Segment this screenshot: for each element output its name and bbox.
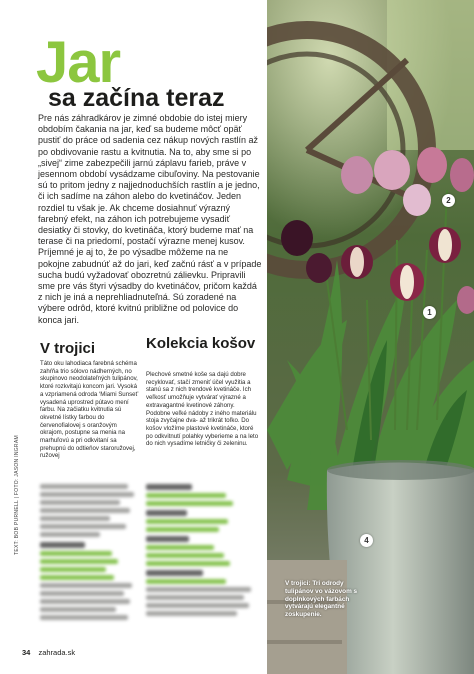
photo-caption: V trojici: Tri odrody tulipánov vo vázovom s doplnkových farbách vytvárajú elegantné zoskupenie. xyxy=(285,580,358,619)
blurred-plant-list-right xyxy=(146,484,260,619)
photo-illustration xyxy=(267,0,474,674)
blurred-plant-list-left xyxy=(40,484,140,623)
section-body-v-trojici: Táto oku lahodiaca farebná schéma zahŕňa trio sólovo nádherných, no skupinovo neodolateľných tulipánov, ktoré rozkvitajú koncom jari. Vysoká a vzpriamená odroda ‘Miami Sunset’ vysadená uprostred pútavo mení farbu. Na začiatku kvitnutia sú okvetné lístky farbou do červenofialovej s oranžovým okrajom, postupne sa menia na marhuľovú a pri odkvitaní sa prehupnú do odtieňov staroružovej, ružovej xyxy=(40,360,139,460)
page-title: Jar xyxy=(36,30,121,95)
marker-1: 1 xyxy=(423,306,436,319)
site-name: zahrada.sk xyxy=(38,648,76,657)
section-heading-v-trojici: V trojici xyxy=(40,340,96,357)
tulip-pot-photo xyxy=(267,0,474,674)
marker-2: 2 xyxy=(442,194,455,207)
lead-paragraph: Pre nás záhradkárov je zimné obdobie do istej miery obdobím čakania na jar, keď sa budeme môcť opäť pustiť do práce od sadenia cez nákup nových rastlín až po obdivovanie rastu a kvitnutia. Na to, aby sme si po „sivej“ zime zabezpečili jarnú záplavu farieb, práve v jesennom období vysádzame cibuľoviny. Na pestovanie sú to pritom jedny z najjednoduchších rastlín a je jedno, či ich sadíme na záhon alebo do kvetináčov. Jeden rozdiel tu však je. Ak chceme dosiahnuť výrazný farebný efekt, na záhon ich potrebujeme vysadiť desiatky či stovky, do kvetináča, ktorý budeme mať na terase či na priedomí, postačí výrazne menej kusov. Príjemné je aj to, že po výsadbe môžeme na ne pokojne zabudnúť až do jari, keď začnú rásť a v prípade sucha budú vyžadovať obozretnú zálievku. Pripravili sme pre vás štyri výsadby do kvetináčov, pričom každá z nich je iná a neprehliadnuteľná. Sú zoradené na výbere odrôd, ktoré kvitnú približne od polovice do konca jari. xyxy=(38,113,262,325)
section-heading-kolekcia-kosov: Kolekcia košov xyxy=(146,335,256,352)
page-subtitle: sa začína teraz xyxy=(48,84,225,112)
section-body-kolekcia-kosov: Plechové smetné koše sa dajú dobre recyklovať, stačí zmeniť účel využitia a stanú sa z nich trendové kvetináče. Ich veľkosť umožňuje vytvárať výrazné a extravagantné kvetinové záhony. Podobne veľké nádoby z iného materiálu stoja zvyčajne dva- až trikrát toľko. Do košov vložíme plastové kvetináče, ktoré po odkvitnutí polahky vyberieme a na leto do nich vysadíme letničky či zeleninu. xyxy=(146,371,259,448)
page-footer xyxy=(22,648,75,657)
page-number: 34 xyxy=(22,648,31,657)
marker-4: 4 xyxy=(360,534,373,547)
photo-credit: TEXT: BOB PURNELL | FOTO: JASON INGRAM xyxy=(14,435,20,555)
